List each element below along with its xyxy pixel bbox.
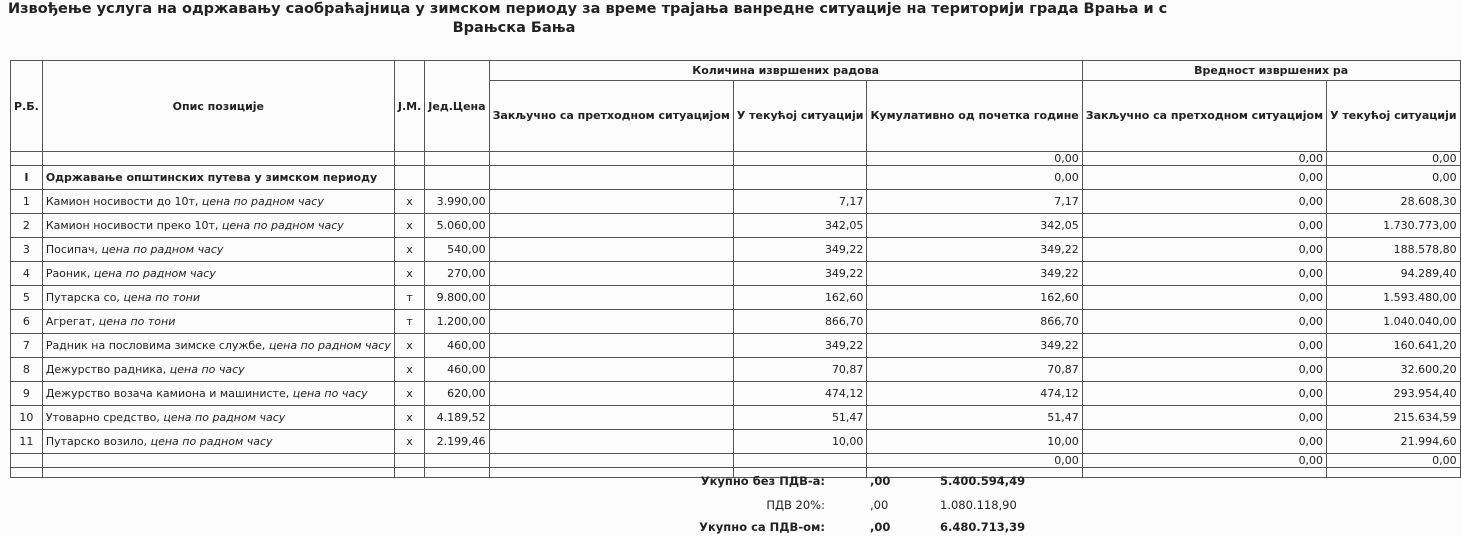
cell-jm: x: [394, 262, 424, 286]
cell-kum: 70,87: [867, 358, 1082, 382]
item-name: Дежурство возача камиона и машинисте,: [45, 387, 293, 400]
cell-price: 9.800,00: [425, 286, 489, 310]
cell-cur: 349,22: [733, 262, 867, 286]
header-tekuca: У текућој ситуацији: [733, 81, 867, 152]
cell-description: [42, 190, 394, 214]
cell-description: [42, 310, 394, 334]
cell-description: [42, 358, 394, 382]
cell-kum: 349,22: [867, 334, 1082, 358]
header-kolicina-group: Количина извршених радова: [489, 61, 1082, 81]
cell-jm: т: [394, 310, 424, 334]
cell-description: [42, 238, 394, 262]
cell-cur: 162,60: [733, 286, 867, 310]
cell-kum: 0,00: [867, 454, 1082, 468]
cell-description: [42, 286, 394, 310]
cell-vcur: 188.578,80: [1327, 238, 1461, 262]
title-line-2: Врањска Бања: [452, 20, 576, 36]
header-rb: Р.Б.: [11, 61, 43, 152]
cell-kum: 474,12: [867, 382, 1082, 406]
cell-vcur: 28.608,30: [1327, 190, 1461, 214]
item-unit-note: цена по радном часу: [101, 243, 224, 256]
item-unit-note: цена по радном часу: [268, 339, 391, 352]
cell-vcur: 293.954,40: [1327, 382, 1461, 406]
cell-vcur: 215.634,59: [1327, 406, 1461, 430]
cell-cur: 342,05: [733, 214, 867, 238]
item-unit-note: цена по радном часу: [93, 267, 216, 280]
cell-description: [42, 214, 394, 238]
header-jm: Ј.М.: [394, 61, 424, 152]
cell-price: 270,00: [425, 262, 489, 286]
cell-rb: 6: [11, 310, 43, 334]
cell-cur: 349,22: [733, 334, 867, 358]
header-prethodna: Закључно са претходном ситуацијом: [489, 81, 733, 152]
cell-kum: 51,47: [867, 406, 1082, 430]
cell-jm: x: [394, 238, 424, 262]
total-bez-pdv-label: Укупно без ПДВ-а:: [700, 474, 825, 488]
item-unit-note: цена по часу: [292, 387, 368, 400]
cell-vprev: 0,00: [1082, 430, 1326, 454]
cell-prev: [489, 190, 733, 214]
table-row: [11, 358, 1461, 382]
item-unit-note: цена по радном часу: [163, 411, 286, 424]
cell-rb: 7: [11, 334, 43, 358]
cell-vcur: 1.730.773,00: [1327, 214, 1461, 238]
cell-rb: 2: [11, 214, 43, 238]
cell-prev: [489, 286, 733, 310]
item-name: Посипач,: [45, 243, 102, 256]
cell-prev: [489, 358, 733, 382]
cell-vprev: 0,00: [1082, 152, 1326, 166]
title-line-1: Извођење услуга на одржавању саобраћајница у зимском периоду за време трајања ванредне ситуације на територији града Врања и с: [8, 1, 1168, 17]
table-row: [11, 190, 1461, 214]
table-row: [11, 262, 1461, 286]
cell-cur: 10,00: [733, 430, 867, 454]
item-name: Агрегат,: [45, 315, 99, 328]
table-row: [11, 238, 1461, 262]
cell-rb: 10: [11, 406, 43, 430]
cell-vcur: 21.994,60: [1327, 430, 1461, 454]
cell-jm: x: [394, 358, 424, 382]
table-row: [11, 310, 1461, 334]
cell-prev: [489, 334, 733, 358]
cell-kum: 866,70: [867, 310, 1082, 334]
cell-vcur: 1.593.480,00: [1327, 286, 1461, 310]
item-unit-note: цена по радном часу: [221, 219, 344, 232]
cell-price: 2.199,46: [425, 430, 489, 454]
document-title: [0, 0, 1168, 38]
total-sa-pdv-label: Укупно са ПДВ-ом:: [699, 520, 825, 534]
cell-cur: 474,12: [733, 382, 867, 406]
cell-vcur: 32.600,20: [1327, 358, 1461, 382]
cell-kum: 162,60: [867, 286, 1082, 310]
item-name: Утоварно средство,: [45, 411, 164, 424]
cell-price: 4.189,52: [425, 406, 489, 430]
cell-vcur: 94.289,40: [1327, 262, 1461, 286]
cell-vcur: 1.040.040,00: [1327, 310, 1461, 334]
cell-cur: 51,47: [733, 406, 867, 430]
total-sa-pdv-prev: ,00: [870, 520, 891, 534]
cell-price: 3.990,00: [425, 190, 489, 214]
cell-prev: [489, 382, 733, 406]
cell-vprev: 0,00: [1082, 406, 1326, 430]
cell-price: 620,00: [425, 382, 489, 406]
cell-jm: т: [394, 286, 424, 310]
table-row: [11, 286, 1461, 310]
header-kumulativno: Кумулативно од почетка године: [867, 81, 1082, 152]
cell-description: [42, 406, 394, 430]
cell-vprev: 0,00: [1082, 454, 1326, 468]
works-table: [10, 60, 1461, 478]
cell-jm: x: [394, 190, 424, 214]
cell-vprev: 0,00: [1082, 286, 1326, 310]
cell-prev: [489, 262, 733, 286]
total-sa-pdv-cur: 6.480.713,39: [940, 520, 1026, 534]
cell-price: 1.200,00: [425, 310, 489, 334]
cell-vprev: 0,00: [1082, 358, 1326, 382]
cell-rb: 8: [11, 358, 43, 382]
cell-vprev: 0,00: [1082, 382, 1326, 406]
table-row-zero: [11, 152, 1461, 166]
cell-vprev: 0,00: [1082, 166, 1326, 190]
cell-kum: 349,22: [867, 262, 1082, 286]
table-row: [11, 406, 1461, 430]
item-name: Раоник,: [45, 267, 94, 280]
item-name: Радник на пословима зимске службе,: [45, 339, 269, 352]
item-name: Путарска со,: [45, 291, 124, 304]
cell-cur: 70,87: [733, 358, 867, 382]
cell-vcur: 0,00: [1327, 152, 1461, 166]
cell-vcur: 0,00: [1327, 166, 1461, 190]
cell-rb: 1: [11, 190, 43, 214]
cell-jm: x: [394, 382, 424, 406]
cell-prev: [489, 430, 733, 454]
item-unit-note: цена по тони: [123, 291, 201, 304]
item-name: Камион носивости до 10т,: [45, 195, 202, 208]
cell-rb: 4: [11, 262, 43, 286]
cell-price: 540,00: [425, 238, 489, 262]
item-unit-note: цена по радном часу: [150, 435, 273, 448]
cell-rb: 5: [11, 286, 43, 310]
cell-kum: 10,00: [867, 430, 1082, 454]
item-name: Камион носивости преко 10т,: [45, 219, 222, 232]
cell-description: [42, 430, 394, 454]
cell-prev: [489, 238, 733, 262]
item-unit-note: цена по тони: [98, 315, 176, 328]
cell-vcur: 0,00: [1327, 454, 1461, 468]
cell-prev: [489, 406, 733, 430]
table-row: [11, 430, 1461, 454]
cell-kum: 349,22: [867, 238, 1082, 262]
item-name: Путарско возило,: [45, 435, 151, 448]
cell-rb: 11: [11, 430, 43, 454]
cell-vcur: 160.641,20: [1327, 334, 1461, 358]
cell-vprev: 0,00: [1082, 238, 1326, 262]
cell-rb: 3: [11, 238, 43, 262]
cell-cur: 866,70: [733, 310, 867, 334]
item-unit-note: цена по радном часу: [201, 195, 324, 208]
cell-price: 460,00: [425, 358, 489, 382]
header-jed-cena: Јед.Цена: [425, 61, 489, 152]
cell-vprev: 0,00: [1082, 262, 1326, 286]
item-name: Дежурство радника,: [45, 363, 170, 376]
cell-vprev: 0,00: [1082, 214, 1326, 238]
cell-rb: I: [11, 166, 43, 190]
cell-kum: 0,00: [867, 166, 1082, 190]
cell-rb: 9: [11, 382, 43, 406]
cell-vprev: 0,00: [1082, 190, 1326, 214]
total-pdv-cur: 1.080.118,90: [940, 498, 1017, 512]
header-v-tekuca: У текућој ситуацији: [1327, 81, 1461, 152]
cell-vprev: 0,00: [1082, 334, 1326, 358]
cell-section-name: Одржавање општинских путева у зимском периоду: [42, 166, 394, 190]
cell-prev: [489, 310, 733, 334]
cell-cur: 349,22: [733, 238, 867, 262]
table-row: [11, 334, 1461, 358]
cell-kum: 342,05: [867, 214, 1082, 238]
header-opis: Опис позиције: [42, 61, 394, 152]
cell-description: [42, 334, 394, 358]
table-row-end: [11, 454, 1461, 468]
table-row: [11, 214, 1461, 238]
cell-kum: 0,00: [867, 152, 1082, 166]
item-unit-note: цена по часу: [169, 363, 245, 376]
cell-price: 5.060,00: [425, 214, 489, 238]
table-row: [11, 382, 1461, 406]
cell-jm: x: [394, 214, 424, 238]
cell-kum: 7,17: [867, 190, 1082, 214]
table-row-section: [11, 166, 1461, 190]
cell-description: [42, 382, 394, 406]
total-bez-pdv-prev: ,00: [870, 474, 891, 488]
cell-jm: x: [394, 406, 424, 430]
header-vrednost-group: Вредност извршених ра: [1082, 61, 1460, 81]
cell-price: 460,00: [425, 334, 489, 358]
header-v-prethodna: Закључно са претходном ситуацијом: [1082, 81, 1326, 152]
total-pdv-label: ПДВ 20%:: [766, 498, 825, 512]
cell-cur: 7,17: [733, 190, 867, 214]
cell-jm: x: [394, 334, 424, 358]
cell-jm: x: [394, 430, 424, 454]
cell-prev: [489, 214, 733, 238]
cell-vprev: 0,00: [1082, 310, 1326, 334]
total-bez-pdv-cur: 5.400.594,49: [940, 474, 1026, 488]
total-pdv-prev: ,00: [870, 498, 889, 512]
cell-description: [42, 262, 394, 286]
